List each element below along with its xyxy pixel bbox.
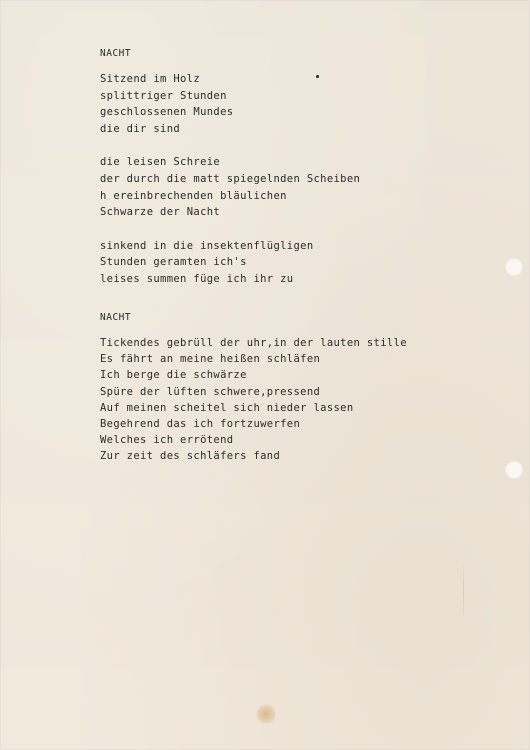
poem-title: NACHT bbox=[100, 312, 132, 323]
paper-crease bbox=[463, 560, 464, 620]
poem-line: Stunden geramten ich's bbox=[100, 256, 247, 269]
paper-stain bbox=[256, 704, 276, 724]
poem-line: Begehrend das ich fortzuwerfen bbox=[100, 418, 301, 431]
poem-line: Tickendes gebrüll der uhr,in der lauten stille bbox=[100, 337, 407, 349]
poem-line: Zur zeit des schläfers fand bbox=[100, 450, 281, 463]
poem-title: NACHT bbox=[100, 48, 132, 59]
stanza bbox=[100, 71, 360, 137]
poem-line: splittriger Stunden bbox=[100, 89, 227, 102]
poem-line: Schwarze der Nacht bbox=[100, 206, 221, 219]
poem-line: Auf meinen scheitel sich nieder lassen bbox=[100, 401, 354, 414]
poem-line: Ich berge die schwärze bbox=[100, 369, 247, 382]
poem-line: leises summen füge ich ihr zu bbox=[100, 272, 294, 285]
poem-line: der durch die matt spiegelnden Scheiben bbox=[100, 172, 361, 185]
poem-line: Sitzend im Holz bbox=[100, 73, 201, 85]
poem-2 bbox=[100, 313, 407, 465]
poem-1 bbox=[100, 49, 360, 288]
punch-hole bbox=[505, 258, 523, 276]
poem-line: sinkend in die insektenflügligen bbox=[100, 239, 314, 252]
poem-line: Spüre der lüften schwere,pressend bbox=[100, 385, 321, 398]
poem-line: die leisen Schreie bbox=[100, 156, 221, 169]
poem-line: Es fährt an meine heißen schläfen bbox=[100, 353, 321, 366]
poem-line: geschlossenen Mundes bbox=[100, 106, 234, 119]
stanza bbox=[100, 335, 407, 465]
poem-line: Welches ich errötend bbox=[100, 434, 234, 447]
poem-line: die dir sind bbox=[100, 122, 181, 135]
stanza bbox=[100, 238, 360, 288]
poem-line: h ereinbrechenden bläulichen bbox=[100, 189, 287, 202]
punch-hole bbox=[505, 461, 523, 479]
stanza bbox=[100, 154, 360, 220]
